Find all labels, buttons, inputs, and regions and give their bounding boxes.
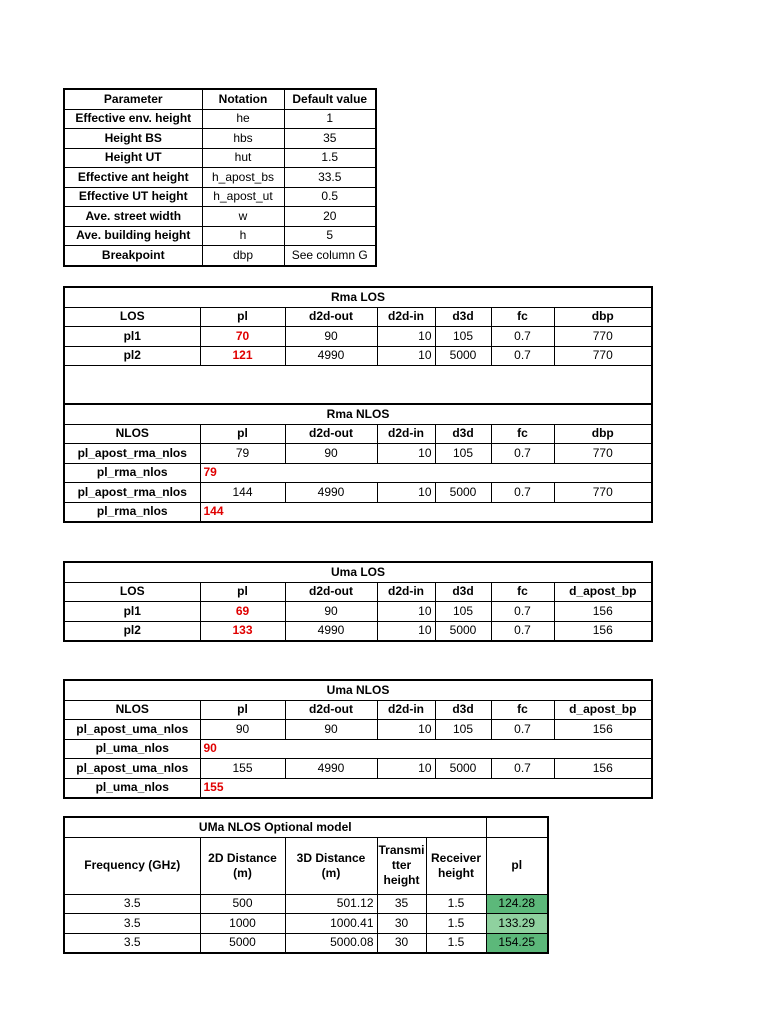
pl-value: 155 bbox=[200, 778, 652, 798]
uma-nlos-title: Uma NLOS bbox=[64, 680, 652, 700]
param-default: 5 bbox=[284, 226, 376, 246]
d3d-value: 105 bbox=[435, 444, 491, 464]
d3-value: 501.12 bbox=[285, 894, 377, 914]
row-label: pl2 bbox=[64, 621, 200, 641]
param-name: Ave. street width bbox=[64, 207, 202, 227]
param-name: Height UT bbox=[64, 148, 202, 168]
header-tx-line3: height bbox=[383, 873, 420, 887]
param-notation: hbs bbox=[202, 129, 284, 149]
d2d-in-value: 10 bbox=[377, 444, 435, 464]
col-header: d3d bbox=[435, 307, 491, 327]
row-label: pl_apost_uma_nlos bbox=[64, 759, 200, 779]
col-header: d2d-out bbox=[285, 307, 377, 327]
col-header: d_apost_bp bbox=[554, 582, 652, 602]
col-header: d2d-in bbox=[377, 582, 435, 602]
pl-value: 144 bbox=[200, 483, 285, 503]
fc-value: 0.7 bbox=[491, 483, 554, 503]
col-header: NLOS bbox=[64, 424, 200, 444]
tx-height-value: 35 bbox=[377, 894, 426, 914]
d3d-value: 105 bbox=[435, 602, 491, 622]
header-rx-line2: height bbox=[438, 865, 474, 880]
d3d-value: 5000 bbox=[435, 483, 491, 503]
param-name: Height BS bbox=[64, 129, 202, 149]
d2d-in-value: 10 bbox=[377, 759, 435, 779]
param-notation: h_apost_ut bbox=[202, 187, 284, 207]
pl-value: 124.28 bbox=[486, 894, 548, 914]
fc-value: 0.7 bbox=[491, 327, 554, 347]
col-header: LOS bbox=[64, 307, 200, 327]
param-default: 35 bbox=[284, 129, 376, 149]
pl-value: 144 bbox=[200, 502, 652, 522]
table-row bbox=[64, 444, 652, 464]
d3-value: 5000.08 bbox=[285, 933, 377, 953]
rx-height-value: 1.5 bbox=[426, 914, 486, 934]
d2d-out-value: 4990 bbox=[285, 346, 377, 366]
frequency-value: 3.5 bbox=[64, 933, 200, 953]
col-header: d2d-in bbox=[377, 424, 435, 444]
row-label: pl_rma_nlos bbox=[64, 502, 200, 522]
col-header: pl bbox=[200, 424, 285, 444]
pl-value: 79 bbox=[200, 463, 652, 483]
param-notation: hut bbox=[202, 148, 284, 168]
param-notation: he bbox=[202, 109, 284, 129]
row-label: pl1 bbox=[64, 602, 200, 622]
param-notation: h_apost_bs bbox=[202, 168, 284, 188]
param-default: 1.5 bbox=[284, 148, 376, 168]
fc-value: 0.7 bbox=[491, 602, 554, 622]
param-notation: w bbox=[202, 207, 284, 227]
param-name: Effective env. height bbox=[64, 109, 202, 129]
header-3d-line1: 3D Distance bbox=[296, 850, 366, 865]
fc-value: 0.7 bbox=[491, 621, 554, 641]
optional-model-title: UMa NLOS Optional model bbox=[64, 817, 486, 837]
rma-nlos-title: Rma NLOS bbox=[64, 404, 652, 424]
d2d-in-value: 10 bbox=[377, 483, 435, 503]
header-frequency: Frequency (GHz) bbox=[64, 837, 200, 894]
col-header: fc bbox=[491, 700, 554, 720]
table-row bbox=[64, 502, 652, 522]
d2d-out-value: 4990 bbox=[285, 759, 377, 779]
table-row bbox=[64, 778, 652, 798]
d2-value: 5000 bbox=[200, 933, 285, 953]
dbp-value: 770 bbox=[554, 444, 652, 464]
row-label: pl1 bbox=[64, 327, 200, 347]
d2d-out-value: 4990 bbox=[285, 483, 377, 503]
col-header: pl bbox=[200, 307, 285, 327]
dbp-value: 770 bbox=[554, 346, 652, 366]
rx-height-value: 1.5 bbox=[426, 894, 486, 914]
header-rx-line1: Receiver bbox=[430, 850, 482, 865]
col-header: d2d-in bbox=[377, 700, 435, 720]
table-row bbox=[64, 346, 652, 366]
header-3d-distance bbox=[285, 837, 377, 894]
table-row bbox=[64, 720, 652, 740]
dbp-value: 770 bbox=[554, 327, 652, 347]
col-header: pl bbox=[200, 700, 285, 720]
d3-value: 1000.41 bbox=[285, 914, 377, 934]
col-header: d2d-out bbox=[285, 582, 377, 602]
param-name: Breakpoint bbox=[64, 246, 202, 266]
param-default: 1 bbox=[284, 109, 376, 129]
param-name: Ave. building height bbox=[64, 226, 202, 246]
table-row bbox=[64, 914, 548, 934]
header-2d-line1: 2D Distance bbox=[208, 850, 277, 865]
col-header: d3d bbox=[435, 700, 491, 720]
frequency-value: 3.5 bbox=[64, 914, 200, 934]
param-default: 20 bbox=[284, 207, 376, 227]
tx-height-value: 30 bbox=[377, 933, 426, 953]
pl-value: 90 bbox=[200, 739, 652, 759]
d3d-value: 105 bbox=[435, 327, 491, 347]
d2d-out-value: 4990 bbox=[285, 621, 377, 641]
d2-value: 1000 bbox=[200, 914, 285, 934]
table-row bbox=[64, 759, 652, 779]
header-tx-line1: Transmi bbox=[378, 843, 425, 857]
param-notation: dbp bbox=[202, 246, 284, 266]
pl-value: 79 bbox=[200, 444, 285, 464]
parameters-table bbox=[63, 88, 377, 267]
pl-value: 90 bbox=[200, 720, 285, 740]
tx-height-value: 30 bbox=[377, 914, 426, 934]
header-transmitter-height bbox=[377, 837, 426, 894]
d3d-value: 5000 bbox=[435, 759, 491, 779]
row-label: pl_apost_rma_nlos bbox=[64, 444, 200, 464]
pl-value: 70 bbox=[200, 327, 285, 347]
header-receiver-height bbox=[426, 837, 486, 894]
frequency-value: 3.5 bbox=[64, 894, 200, 914]
fc-value: 0.7 bbox=[491, 759, 554, 779]
col-header: fc bbox=[491, 307, 554, 327]
col-header: d2d-out bbox=[285, 424, 377, 444]
d-apost-bp-value: 156 bbox=[554, 602, 652, 622]
col-header: pl bbox=[200, 582, 285, 602]
rma-table bbox=[63, 286, 653, 523]
d2d-in-value: 10 bbox=[377, 327, 435, 347]
header-3d-line2: (m) bbox=[321, 865, 341, 880]
col-header: d3d bbox=[435, 424, 491, 444]
d2d-in-value: 10 bbox=[377, 720, 435, 740]
col-header: fc bbox=[491, 424, 554, 444]
header-default-value: Default value bbox=[284, 89, 376, 109]
header-parameter: Parameter bbox=[64, 89, 202, 109]
row-label: pl_apost_uma_nlos bbox=[64, 720, 200, 740]
row-label: pl_apost_rma_nlos bbox=[64, 483, 200, 503]
col-header: d_apost_bp bbox=[554, 700, 652, 720]
d-apost-bp-value: 156 bbox=[554, 759, 652, 779]
row-label: pl_rma_nlos bbox=[64, 463, 200, 483]
d2d-in-value: 10 bbox=[377, 346, 435, 366]
rma-los-title: Rma LOS bbox=[64, 287, 652, 307]
fc-value: 0.7 bbox=[491, 444, 554, 464]
col-header: dbp bbox=[554, 307, 652, 327]
spacer bbox=[64, 366, 652, 405]
row-label: pl_uma_nlos bbox=[64, 778, 200, 798]
table-row bbox=[64, 739, 652, 759]
d3d-value: 5000 bbox=[435, 621, 491, 641]
d2d-in-value: 10 bbox=[377, 621, 435, 641]
pl-value: 121 bbox=[200, 346, 285, 366]
uma-nlos-table bbox=[63, 679, 653, 799]
col-header: NLOS bbox=[64, 700, 200, 720]
header-tx-line2: tter bbox=[391, 858, 412, 872]
table-row bbox=[64, 463, 652, 483]
row-label: pl2 bbox=[64, 346, 200, 366]
pl-value: 133 bbox=[200, 621, 285, 641]
d3d-value: 5000 bbox=[435, 346, 491, 366]
col-header: LOS bbox=[64, 582, 200, 602]
param-default: See column G bbox=[284, 246, 376, 266]
param-name: Effective UT height bbox=[64, 187, 202, 207]
d2d-out-value: 90 bbox=[285, 720, 377, 740]
table-row bbox=[64, 483, 652, 503]
fc-value: 0.7 bbox=[491, 720, 554, 740]
param-default: 0.5 bbox=[284, 187, 376, 207]
col-header: d2d-out bbox=[285, 700, 377, 720]
pl-value: 133.29 bbox=[486, 914, 548, 934]
rx-height-value: 1.5 bbox=[426, 933, 486, 953]
header-pl: pl bbox=[486, 837, 548, 894]
table-row bbox=[64, 894, 548, 914]
uma-los-table bbox=[63, 561, 653, 642]
d3d-value: 105 bbox=[435, 720, 491, 740]
fc-value: 0.7 bbox=[491, 346, 554, 366]
d-apost-bp-value: 156 bbox=[554, 720, 652, 740]
optional-model-table bbox=[63, 816, 549, 954]
d2d-out-value: 90 bbox=[285, 327, 377, 347]
row-label: pl_uma_nlos bbox=[64, 739, 200, 759]
d2d-out-value: 90 bbox=[285, 444, 377, 464]
d2d-in-value: 10 bbox=[377, 602, 435, 622]
param-name: Effective ant height bbox=[64, 168, 202, 188]
pl-value: 69 bbox=[200, 602, 285, 622]
uma-los-title: Uma LOS bbox=[64, 562, 652, 582]
col-header: d2d-in bbox=[377, 307, 435, 327]
param-notation: h bbox=[202, 226, 284, 246]
pl-value: 155 bbox=[200, 759, 285, 779]
param-default: 33.5 bbox=[284, 168, 376, 188]
col-header: fc bbox=[491, 582, 554, 602]
header-2d-distance bbox=[200, 837, 285, 894]
col-header: d3d bbox=[435, 582, 491, 602]
empty-cell bbox=[486, 817, 548, 837]
table-row bbox=[64, 621, 652, 641]
pl-value: 154.25 bbox=[486, 933, 548, 953]
table-row bbox=[64, 933, 548, 953]
d2-value: 500 bbox=[200, 894, 285, 914]
d2d-out-value: 90 bbox=[285, 602, 377, 622]
d-apost-bp-value: 156 bbox=[554, 621, 652, 641]
table-row bbox=[64, 327, 652, 347]
table-row bbox=[64, 602, 652, 622]
header-2d-line2: (m) bbox=[233, 865, 252, 880]
dbp-value: 770 bbox=[554, 483, 652, 503]
col-header: dbp bbox=[554, 424, 652, 444]
header-notation: Notation bbox=[202, 89, 284, 109]
